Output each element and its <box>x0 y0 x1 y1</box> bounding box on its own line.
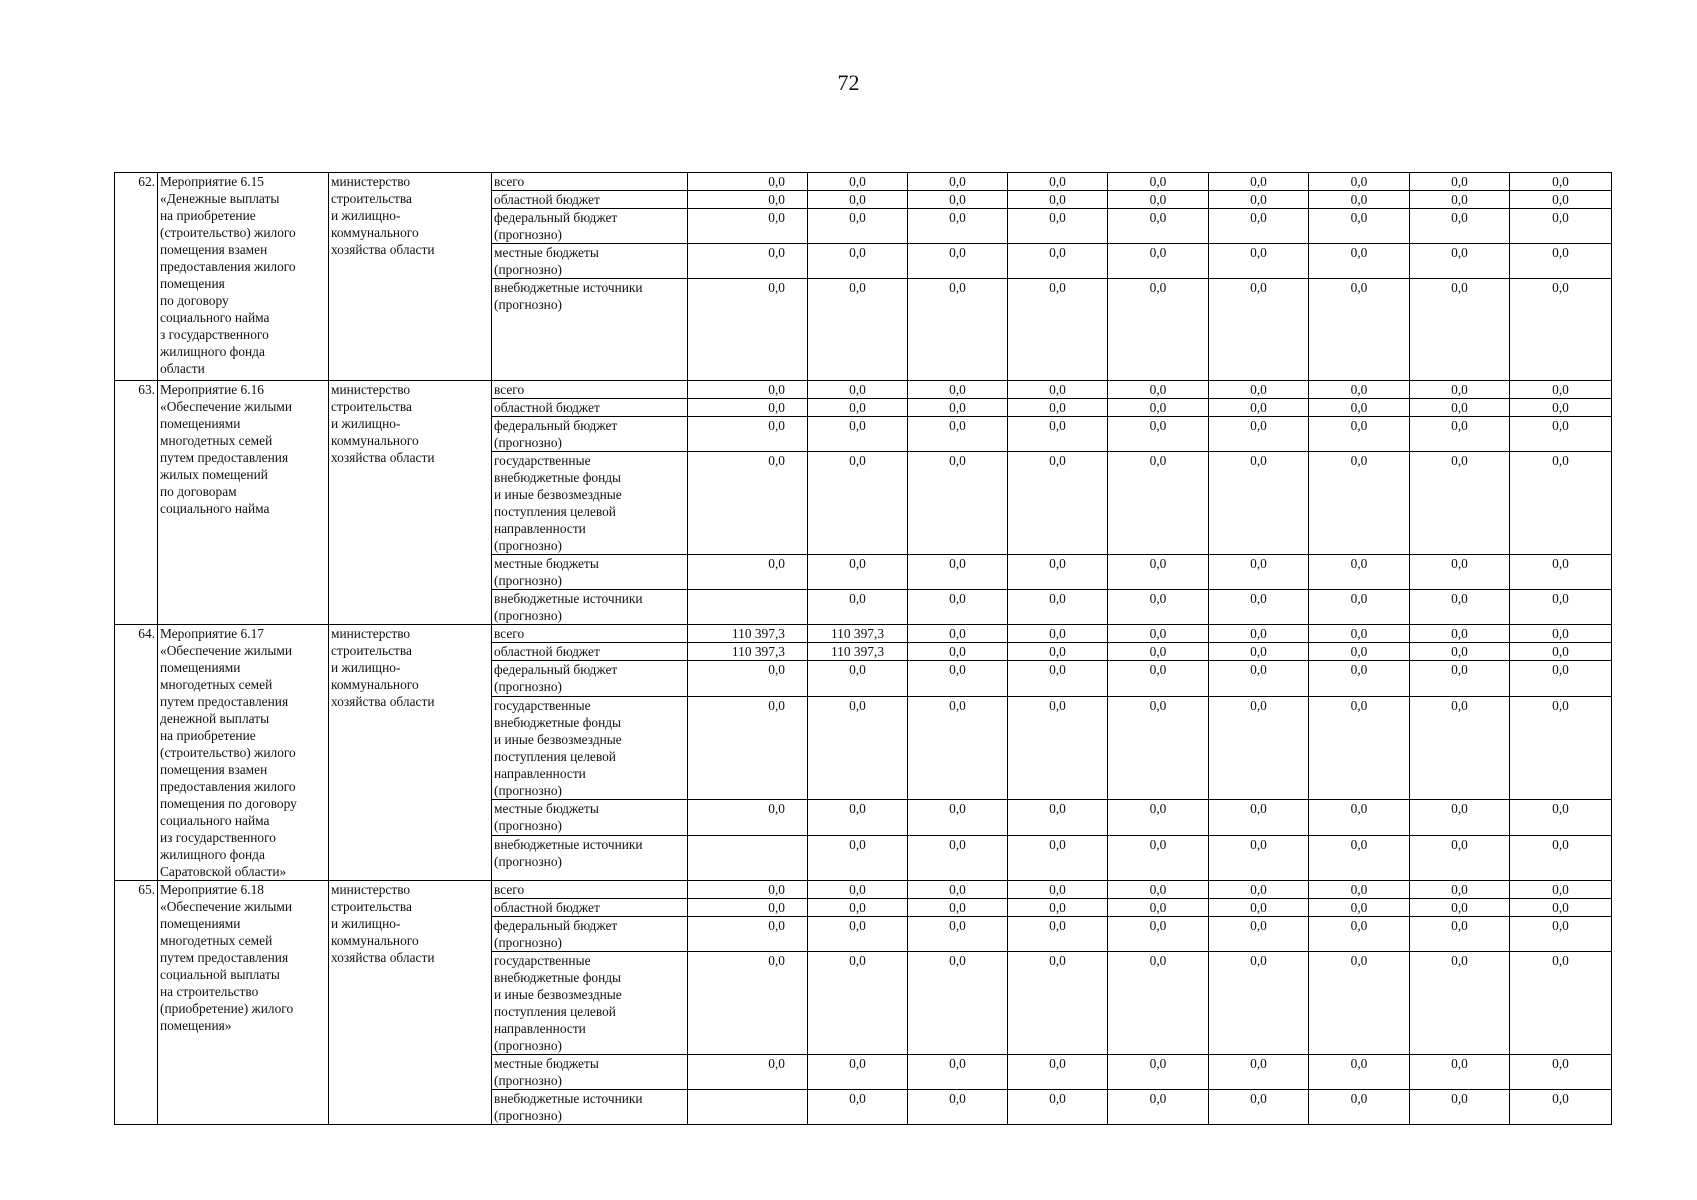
funding-source-label: федеральный бюджет (прогнозно) <box>494 418 618 450</box>
row-number: 62. <box>115 173 158 381</box>
amount-cell: 0,0 <box>688 1055 808 1090</box>
funding-source <box>492 881 688 899</box>
amount-cell: 0,0 <box>1209 661 1309 696</box>
amount-cell: 0,0 <box>908 209 1008 244</box>
amount-cell: 0,0 <box>808 244 908 279</box>
amount-cell: 0,0 <box>1410 590 1510 625</box>
funding-source-label: областной бюджет <box>494 900 600 915</box>
funding-source-label: федеральный бюджет (прогнозно) <box>494 210 618 242</box>
amount-cell: 0,0 <box>1510 244 1612 279</box>
amount-cell: 0,0 <box>1108 696 1209 800</box>
amount-cell: 0,0 <box>688 399 808 417</box>
amount-cell: 0,0 <box>1108 417 1209 452</box>
amount-cell: 0,0 <box>1209 191 1309 209</box>
amount-cell <box>688 1090 808 1125</box>
amount-cell: 0,0 <box>1209 399 1309 417</box>
amount-cell: 0,0 <box>688 899 808 917</box>
funding-source <box>492 173 688 191</box>
amount-cell: 0,0 <box>1410 1055 1510 1090</box>
amount-cell: 0,0 <box>1108 244 1209 279</box>
amount-cell: 0,0 <box>688 209 808 244</box>
row-number: 64. <box>115 625 158 881</box>
amount-cell: 0,0 <box>1309 835 1410 880</box>
amount-cell: 0,0 <box>1309 625 1410 643</box>
amount-cell: 0,0 <box>1510 173 1612 191</box>
amount-cell: 0,0 <box>688 452 808 555</box>
amount-cell: 0,0 <box>1510 952 1612 1055</box>
amount-cell: 0,0 <box>1008 917 1108 952</box>
amount-cell: 0,0 <box>908 835 1008 880</box>
amount-cell: 0,0 <box>1108 279 1209 381</box>
amount-cell: 0,0 <box>1510 881 1612 899</box>
amount-cell: 0,0 <box>808 696 908 800</box>
amount-cell: 0,0 <box>1510 917 1612 952</box>
amount-cell: 0,0 <box>1510 1055 1612 1090</box>
amount-cell: 0,0 <box>908 881 1008 899</box>
amount-cell: 0,0 <box>1108 952 1209 1055</box>
amount-cell: 0,0 <box>1309 899 1410 917</box>
amount-cell: 0,0 <box>1209 899 1309 917</box>
funding-source-label: всего <box>494 174 525 189</box>
measure-name <box>158 625 329 881</box>
amount-cell: 0,0 <box>1209 590 1309 625</box>
amount-cell: 0,0 <box>808 800 908 835</box>
amount-cell: 0,0 <box>1108 661 1209 696</box>
amount-cell: 110 397,3 <box>688 643 808 661</box>
amount-cell: 0,0 <box>1309 381 1410 399</box>
funding-source-label: государственные внебюджетные фонды и иные безвозмездные поступления целевой направленности (прогнозно) <box>494 697 622 798</box>
funding-source <box>492 452 688 555</box>
funding-source-label: всего <box>494 626 525 641</box>
funding-source-label: внебюджетные источники (прогнозно) <box>494 280 643 312</box>
amount-cell: 0,0 <box>1209 417 1309 452</box>
amount-cell: 0,0 <box>808 279 908 381</box>
amount-cell: 0,0 <box>1008 555 1108 590</box>
amount-cell: 0,0 <box>1209 625 1309 643</box>
funding-source-label: местные бюджеты (прогнозно) <box>494 801 599 834</box>
amount-cell: 0,0 <box>1510 661 1612 696</box>
amount-cell: 0,0 <box>1008 399 1108 417</box>
funding-source-label: всего <box>494 382 525 397</box>
amount-cell: 0,0 <box>1108 173 1209 191</box>
funding-source <box>492 899 688 917</box>
funding-source <box>492 191 688 209</box>
amount-cell: 0,0 <box>1410 696 1510 800</box>
amount-cell: 0,0 <box>688 244 808 279</box>
amount-cell: 0,0 <box>1510 417 1612 452</box>
funding-source <box>492 800 688 835</box>
amount-cell: 0,0 <box>1510 643 1612 661</box>
amount-cell: 0,0 <box>1108 1090 1209 1125</box>
amount-cell: 0,0 <box>1510 696 1612 800</box>
amount-cell: 0,0 <box>1410 800 1510 835</box>
amount-cell: 0,0 <box>1108 881 1209 899</box>
measure-name-text: Мероприятие 6.18 «Обеспечение жилыми помещениями многодетных семей путем предоставления социальной выплаты на строительство (приобретение) жилого помещения» <box>160 882 294 1033</box>
amount-cell: 0,0 <box>1410 381 1510 399</box>
amount-cell: 0,0 <box>1309 1090 1410 1125</box>
amount-cell: 0,0 <box>1209 1090 1309 1125</box>
amount-cell: 0,0 <box>1410 173 1510 191</box>
amount-cell: 0,0 <box>1510 835 1612 880</box>
amount-cell: 0,0 <box>1309 643 1410 661</box>
amount-cell: 0,0 <box>1108 452 1209 555</box>
amount-cell: 0,0 <box>808 881 908 899</box>
amount-cell: 0,0 <box>1309 244 1410 279</box>
amount-cell: 0,0 <box>1410 555 1510 590</box>
amount-cell: 0,0 <box>1108 917 1209 952</box>
amount-cell <box>688 590 808 625</box>
funding-source <box>492 1090 688 1125</box>
amount-cell: 0,0 <box>1309 800 1410 835</box>
amount-cell: 0,0 <box>1309 881 1410 899</box>
amount-cell: 0,0 <box>1510 209 1612 244</box>
amount-cell: 0,0 <box>1209 209 1309 244</box>
funding-source <box>492 952 688 1055</box>
executor <box>329 625 492 881</box>
amount-cell: 0,0 <box>1510 590 1612 625</box>
amount-cell: 0,0 <box>1410 643 1510 661</box>
amount-cell: 0,0 <box>1309 917 1410 952</box>
amount-cell: 0,0 <box>1108 835 1209 880</box>
funding-source-label: государственные внебюджетные фонды и иные безвозмездные поступления целевой направленности (прогнозно) <box>494 953 622 1053</box>
amount-cell: 0,0 <box>1008 625 1108 643</box>
amount-cell: 0,0 <box>1008 590 1108 625</box>
amount-cell: 0,0 <box>808 191 908 209</box>
amount-cell: 0,0 <box>688 555 808 590</box>
funding-source <box>492 625 688 643</box>
amount-cell: 0,0 <box>1309 191 1410 209</box>
table-row <box>115 173 1612 191</box>
amount-cell: 0,0 <box>1309 417 1410 452</box>
amount-cell: 0,0 <box>1008 209 1108 244</box>
executor <box>329 381 492 625</box>
amount-cell: 0,0 <box>1410 1090 1510 1125</box>
measure-name <box>158 381 329 625</box>
amount-cell: 0,0 <box>1108 899 1209 917</box>
amount-cell: 0,0 <box>808 1090 908 1125</box>
amount-cell: 0,0 <box>688 173 808 191</box>
amount-cell: 0,0 <box>1309 1055 1410 1090</box>
amount-cell <box>688 835 808 880</box>
executor-text: министерство строительства и жилищно- коммунального хозяйства области <box>331 382 435 465</box>
amount-cell: 0,0 <box>908 696 1008 800</box>
amount-cell: 0,0 <box>1410 399 1510 417</box>
funding-source <box>492 244 688 279</box>
amount-cell: 0,0 <box>1108 1055 1209 1090</box>
amount-cell: 0,0 <box>688 417 808 452</box>
funding-source <box>492 209 688 244</box>
amount-cell: 110 397,3 <box>688 625 808 643</box>
amount-cell: 0,0 <box>1510 555 1612 590</box>
amount-cell: 0,0 <box>1410 452 1510 555</box>
amount-cell: 0,0 <box>808 1055 908 1090</box>
amount-cell: 0,0 <box>908 1090 1008 1125</box>
row-number: 65. <box>115 881 158 1125</box>
amount-cell: 0,0 <box>1108 800 1209 835</box>
funding-source-label: внебюджетные источники (прогнозно) <box>494 1091 643 1123</box>
amount-cell: 0,0 <box>808 590 908 625</box>
amount-cell: 0,0 <box>1008 417 1108 452</box>
amount-cell: 0,0 <box>1510 191 1612 209</box>
amount-cell: 0,0 <box>908 191 1008 209</box>
amount-cell: 0,0 <box>1309 452 1410 555</box>
amount-cell: 0,0 <box>1309 555 1410 590</box>
funding-source-label: федеральный бюджет (прогнозно) <box>494 918 618 950</box>
amount-cell: 0,0 <box>1108 209 1209 244</box>
amount-cell: 0,0 <box>1008 1055 1108 1090</box>
funding-source-label: всего <box>494 882 525 897</box>
funding-source-label: областной бюджет <box>494 400 600 415</box>
amount-cell: 0,0 <box>1209 555 1309 590</box>
amount-cell: 0,0 <box>1410 835 1510 880</box>
amount-cell: 0,0 <box>1309 952 1410 1055</box>
amount-cell: 0,0 <box>1209 1055 1309 1090</box>
funding-source <box>492 399 688 417</box>
measure-name-text: Мероприятие 6.15 «Денежные выплаты на приобретение (строительство) жилого помещения взамен предоставления жилого помещения по договору социального найма з государственного жилищного фонда области <box>160 174 296 376</box>
amount-cell: 110 397,3 <box>808 625 908 643</box>
funding-source-label: внебюджетные источники (прогнозно) <box>494 836 643 869</box>
amount-cell: 0,0 <box>1008 1090 1108 1125</box>
amount-cell: 0,0 <box>1309 173 1410 191</box>
funding-source <box>492 381 688 399</box>
amount-cell: 0,0 <box>1209 835 1309 880</box>
amount-cell: 0,0 <box>1209 696 1309 800</box>
funding-source <box>492 643 688 661</box>
amount-cell: 0,0 <box>908 643 1008 661</box>
amount-cell: 0,0 <box>1108 643 1209 661</box>
amount-cell: 0,0 <box>1410 881 1510 899</box>
amount-cell: 0,0 <box>808 417 908 452</box>
amount-cell: 0,0 <box>688 881 808 899</box>
amount-cell: 0,0 <box>1309 661 1410 696</box>
amount-cell: 0,0 <box>908 625 1008 643</box>
amount-cell: 0,0 <box>1209 381 1309 399</box>
amount-cell: 0,0 <box>1410 191 1510 209</box>
budget-table-body <box>115 173 1612 1125</box>
amount-cell: 0,0 <box>808 209 908 244</box>
amount-cell: 0,0 <box>1008 899 1108 917</box>
amount-cell: 0,0 <box>1309 590 1410 625</box>
amount-cell: 0,0 <box>1008 244 1108 279</box>
funding-source <box>492 1055 688 1090</box>
amount-cell: 0,0 <box>908 173 1008 191</box>
amount-cell: 0,0 <box>1008 279 1108 381</box>
amount-cell: 0,0 <box>908 555 1008 590</box>
amount-cell: 0,0 <box>808 952 908 1055</box>
amount-cell: 0,0 <box>1510 800 1612 835</box>
table-row <box>115 625 1612 643</box>
amount-cell: 0,0 <box>1410 661 1510 696</box>
amount-cell: 0,0 <box>808 555 908 590</box>
amount-cell: 0,0 <box>908 917 1008 952</box>
amount-cell: 0,0 <box>1510 381 1612 399</box>
funding-source-label: федеральный бюджет (прогнозно) <box>494 662 618 695</box>
amount-cell: 0,0 <box>1510 279 1612 381</box>
amount-cell: 0,0 <box>1209 800 1309 835</box>
measure-name-text: Мероприятие 6.17 «Обеспечение жилыми помещениями многодетных семей путем предоставления денежной выплаты на приобретение (строительство) жилого помещения взамен предоставления жилого помещения по договору социального найма из государственного жилищного фонда Саратовской области» <box>160 626 297 879</box>
amount-cell: 0,0 <box>1008 191 1108 209</box>
amount-cell: 0,0 <box>1309 399 1410 417</box>
amount-cell: 0,0 <box>688 661 808 696</box>
amount-cell: 0,0 <box>1209 952 1309 1055</box>
amount-cell: 0,0 <box>1510 899 1612 917</box>
amount-cell: 0,0 <box>688 191 808 209</box>
funding-source <box>492 661 688 696</box>
amount-cell: 0,0 <box>1510 1090 1612 1125</box>
funding-source-label: областной бюджет <box>494 192 600 207</box>
amount-cell: 0,0 <box>1410 917 1510 952</box>
page-number: 72 <box>837 70 860 95</box>
funding-source-label: областной бюджет <box>494 644 600 660</box>
amount-cell: 0,0 <box>1209 173 1309 191</box>
amount-cell: 0,0 <box>1510 452 1612 555</box>
amount-cell: 0,0 <box>808 173 908 191</box>
amount-cell: 0,0 <box>808 399 908 417</box>
amount-cell: 0,0 <box>688 696 808 800</box>
amount-cell: 0,0 <box>908 1055 1008 1090</box>
amount-cell: 0,0 <box>1510 625 1612 643</box>
funding-source-label: местные бюджеты (прогнозно) <box>494 556 599 588</box>
table-row <box>115 381 1612 399</box>
amount-cell: 0,0 <box>1309 279 1410 381</box>
funding-source <box>492 279 688 381</box>
amount-cell: 0,0 <box>1008 173 1108 191</box>
amount-cell: 0,0 <box>1008 835 1108 880</box>
funding-source <box>492 835 688 880</box>
funding-source <box>492 417 688 452</box>
amount-cell: 0,0 <box>688 381 808 399</box>
funding-source-label: внебюджетные источники (прогнозно) <box>494 591 643 623</box>
amount-cell: 0,0 <box>1008 881 1108 899</box>
funding-source-label: местные бюджеты (прогнозно) <box>494 1056 599 1088</box>
amount-cell: 0,0 <box>1008 452 1108 555</box>
amount-cell: 0,0 <box>1410 279 1510 381</box>
amount-cell: 0,0 <box>1108 625 1209 643</box>
amount-cell: 0,0 <box>1108 555 1209 590</box>
amount-cell: 0,0 <box>1209 917 1309 952</box>
amount-cell: 0,0 <box>908 590 1008 625</box>
row-number: 63. <box>115 381 158 625</box>
amount-cell: 0,0 <box>1008 696 1108 800</box>
amount-cell: 0,0 <box>688 917 808 952</box>
amount-cell: 0,0 <box>1108 590 1209 625</box>
amount-cell: 0,0 <box>1209 643 1309 661</box>
amount-cell: 0,0 <box>1209 881 1309 899</box>
executor <box>329 173 492 381</box>
amount-cell: 0,0 <box>908 399 1008 417</box>
budget-table <box>114 172 1612 1125</box>
amount-cell: 0,0 <box>1309 209 1410 244</box>
measure-name-text: Мероприятие 6.16 «Обеспечение жилыми помещениями многодетных семей путем предоставления жилых помещений по договорам социального найма <box>160 382 293 516</box>
amount-cell: 0,0 <box>908 381 1008 399</box>
amount-cell: 0,0 <box>908 244 1008 279</box>
amount-cell: 0,0 <box>1008 643 1108 661</box>
executor <box>329 881 492 1125</box>
amount-cell: 0,0 <box>1410 417 1510 452</box>
amount-cell: 0,0 <box>1008 800 1108 835</box>
amount-cell: 0,0 <box>1309 696 1410 800</box>
amount-cell: 0,0 <box>1410 625 1510 643</box>
amount-cell: 0,0 <box>1410 899 1510 917</box>
funding-source <box>492 696 688 800</box>
amount-cell: 0,0 <box>908 279 1008 381</box>
amount-cell: 0,0 <box>808 452 908 555</box>
amount-cell: 0,0 <box>808 661 908 696</box>
funding-source-label: государственные внебюджетные фонды и иные безвозмездные поступления целевой направленности (прогнозно) <box>494 453 622 553</box>
funding-source <box>492 555 688 590</box>
amount-cell: 0,0 <box>688 952 808 1055</box>
amount-cell: 0,0 <box>908 661 1008 696</box>
funding-source <box>492 590 688 625</box>
amount-cell: 0,0 <box>1209 244 1309 279</box>
executor-text: министерство строительства и жилищно- коммунального хозяйства области <box>331 882 435 965</box>
amount-cell: 0,0 <box>1209 279 1309 381</box>
amount-cell: 0,0 <box>908 800 1008 835</box>
amount-cell: 0,0 <box>808 899 908 917</box>
amount-cell: 0,0 <box>908 952 1008 1055</box>
funding-source-label: местные бюджеты (прогнозно) <box>494 245 599 277</box>
amount-cell: 0,0 <box>908 417 1008 452</box>
amount-cell: 0,0 <box>908 899 1008 917</box>
table-row <box>115 881 1612 899</box>
amount-cell: 0,0 <box>1209 452 1309 555</box>
amount-cell: 0,0 <box>1108 399 1209 417</box>
amount-cell: 0,0 <box>1008 952 1108 1055</box>
amount-cell: 0,0 <box>1108 381 1209 399</box>
amount-cell: 0,0 <box>688 279 808 381</box>
funding-source <box>492 917 688 952</box>
amount-cell: 0,0 <box>1008 381 1108 399</box>
measure-name <box>158 881 329 1125</box>
executor-text: министерство строительства и жилищно- коммунального хозяйства области <box>331 626 435 709</box>
amount-cell: 0,0 <box>1410 244 1510 279</box>
measure-name <box>158 173 329 381</box>
amount-cell: 0,0 <box>808 381 908 399</box>
executor-text: министерство строительства и жилищно- коммунального хозяйства области <box>331 174 435 257</box>
amount-cell: 110 397,3 <box>808 643 908 661</box>
amount-cell: 0,0 <box>808 835 908 880</box>
amount-cell: 0,0 <box>1108 191 1209 209</box>
amount-cell: 0,0 <box>1008 661 1108 696</box>
amount-cell: 0,0 <box>908 452 1008 555</box>
amount-cell: 0,0 <box>688 800 808 835</box>
amount-cell: 0,0 <box>808 917 908 952</box>
amount-cell: 0,0 <box>1410 952 1510 1055</box>
amount-cell: 0,0 <box>1410 209 1510 244</box>
amount-cell: 0,0 <box>1510 399 1612 417</box>
